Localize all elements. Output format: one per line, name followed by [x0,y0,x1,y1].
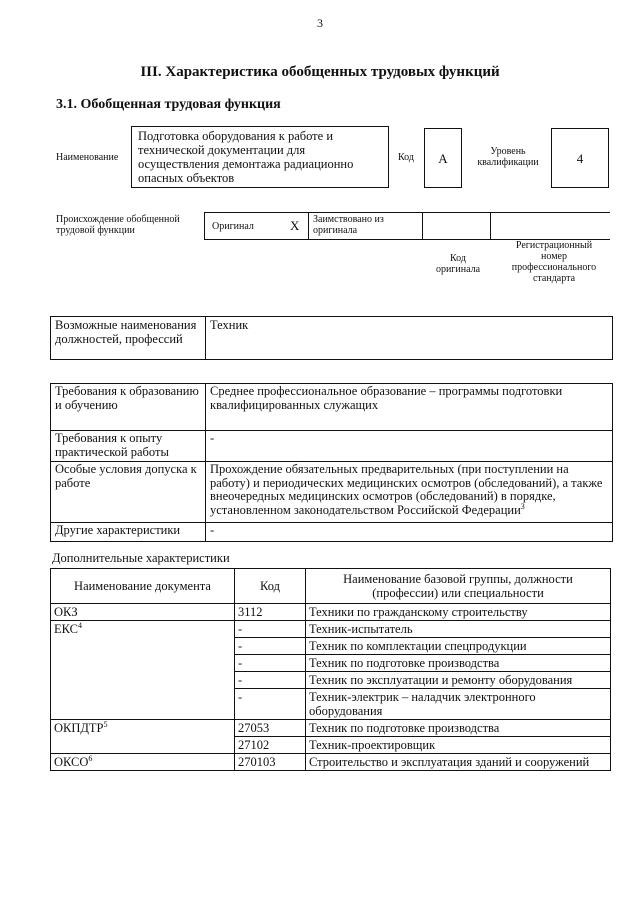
header-doc: Наименование документа [51,569,235,604]
table-header-row [51,569,611,604]
table-row [51,621,611,638]
doc-cell [51,720,235,754]
page-number: 3 [317,16,323,30]
doc-name: ОКСО [54,755,89,769]
footnote-mark: 5 [103,719,108,729]
registration-caption: Регистрационный номер профессионального стандарта [511,240,597,284]
table-row [51,754,611,771]
divider [422,213,423,239]
positions-value: Техник [206,317,613,360]
code-original-caption: Код оригинала [435,253,481,275]
doc-cell [51,604,235,621]
table-row [51,317,613,360]
positions-label: Возможные наименования должностей, профессий [51,317,206,360]
req-label: Требования к образованию и обучению [51,384,206,431]
origin-label: Происхождение обобщенной трудовой функции [56,214,180,236]
name-cell: Техник по эксплуатации и ремонту оборудования [306,672,611,689]
doc-name: ОКЗ [54,605,78,619]
table-row [51,720,611,737]
doc-cell [51,621,235,720]
doc-cell [51,754,235,771]
name-cell: Техник по подготовке производства [306,720,611,737]
original-mark: X [290,218,300,233]
original-label: Оригинал [212,221,254,232]
code-cell: - [235,621,306,638]
name-label: Наименование [56,152,119,163]
code-cell: - [235,689,306,720]
name-cell: Строительство и эксплуатация зданий и сооружений [306,754,611,771]
footnote-mark: 6 [88,753,93,763]
header-code: Код [235,569,306,604]
code-cell: 270103 [235,754,306,771]
req-value: Прохождение обязательных предварительных (при поступлении на работу) и периодических медицинских осмотров (обследований), а также внеочередных медицинских осмотров (обследований) в порядке, установленном законодательством Российской Федерации [210,462,603,517]
table-row [51,431,613,462]
section-title: III. Характеристика обобщенных трудовых функций [140,64,500,80]
code-cell: 3112 [235,604,306,621]
name-cell: Техник-проектировщик [306,737,611,754]
footnote-mark: 4 [78,620,82,630]
req-value-cell [206,462,613,523]
code-cell: 27102 [235,737,306,754]
level-value: 4 [551,128,609,188]
name-cell: Техник-испытатель [306,621,611,638]
name-cell: Техник по комплектации спецпродукции [306,638,611,655]
table-row [51,462,613,523]
level-label: Уровень квалификации [477,146,539,168]
code-label: Код [398,152,414,163]
name-cell: Техник по подготовке производства [306,655,611,672]
divider [204,213,205,239]
req-value: - [206,431,613,462]
footnote-mark: 3 [520,501,525,511]
doc-name: ОКПДТР [54,721,104,735]
req-value: - [206,523,613,542]
table-row [51,523,613,542]
header-name: Наименование базовой группы, должности (профессии) или специальности [306,569,611,604]
divider [308,213,309,239]
req-label: Особые условия допуска к работе [51,462,206,523]
additional-table [50,568,611,771]
positions-table [50,316,613,360]
code-cell: - [235,672,306,689]
code-cell: 27053 [235,720,306,737]
borrowed-label: Заимствовано из оригинала [313,214,384,236]
subsection-title: 3.1. Обобщенная трудовая функция [56,97,281,112]
requirements-table [50,383,613,542]
name-value: Подготовка оборудования к работе и технической документации для осуществления демонтажа радиационно опасных объектов [131,126,389,188]
origin-frame [204,212,610,240]
req-label: Другие характеристики [51,523,206,542]
req-label: Требования к опыту практической работы [51,431,206,462]
code-value: А [424,128,462,188]
divider [490,213,491,239]
code-cell: - [235,638,306,655]
name-cell: Техники по гражданскому строительству [306,604,611,621]
code-cell: - [235,655,306,672]
additional-title: Дополнительные характеристики [52,551,230,565]
name-cell: Техник-электрик – наладчик электронного оборудования [306,689,611,720]
doc-name: ЕКС [54,622,78,636]
req-value: Среднее профессиональное образование – программы подготовки квалифицированных служащих [206,384,613,431]
table-row [51,604,611,621]
table-row [51,384,613,431]
